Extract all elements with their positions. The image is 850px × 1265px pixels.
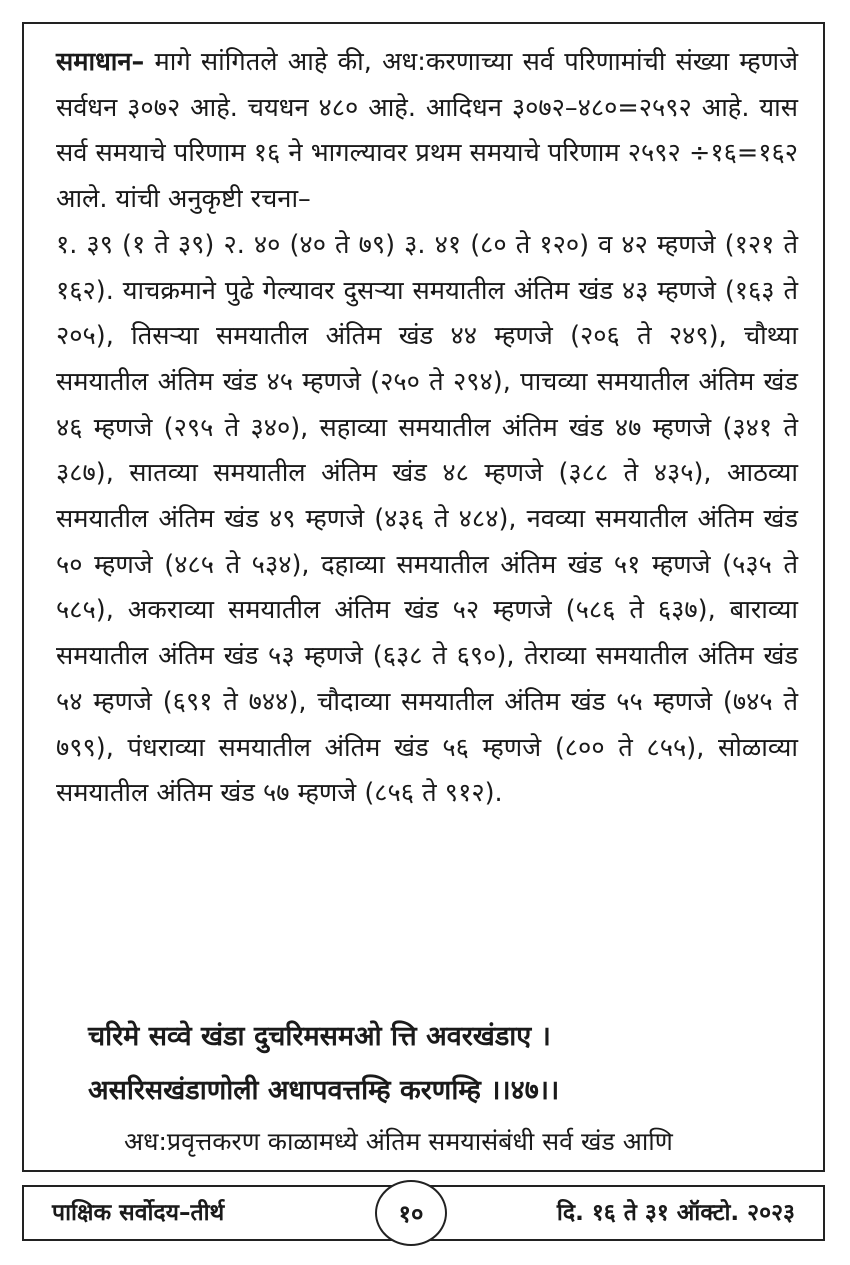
content-frame [22, 22, 825, 1172]
publication-name: पाक्षिक सर्वोदय–तीर्थ [52, 1200, 225, 1226]
solution-label: समाधान– [56, 47, 145, 77]
paragraph-sequence: १. ३९ (१ ते ३९) २. ४० (४० ते ७९) ३. ४१ (८० ते १२०) व ४२ म्हणजे (१२१ ते १६२). याचक्रमाने पुढे गेल्यावर दुसऱ्या समयातील अंतिम खंड ४३ म्हणजे (१६३ ते २०५), तिसऱ्या समयातील अंतिम खंड ४४ म्हणजे (२०६ ते २४९), चौथ्या समयातील अंतिम खंड ४५ म्हणजे (२५० ते २९४), पाचव्या समयातील अंतिम खंड ४६ म्हणजे (२९५ ते ३४०), सहाव्या समयातील अंतिम खंड ४७ म्हणजे (३४१ ते ३८७), सातव्या समयातील अंतिम खंड ४८ म्हणजे (३८८ ते ४३५), आठव्या समयातील अंतिम खंड ४९ म्हणजे (४३६ ते ४८४), नवव्या समयातील अंतिम खंड ५० म्हणजे (४८५ ते ५३४), दहाव्या समयातील अंतिम खंड ५१ म्हणजे (५३५ ते ५८५), अकराव्या समयातील अंतिम खंड ५२ म्हणजे (५८६ ते ६३७), बाराव्या समयातील अंतिम खंड ५३ म्हणजे (६३८ ते ६९०), तेराव्या समयातील अंतिम खंड ५४ म्हणजे (६९१ ते ७४४), चौदाव्या समयातील अंतिम खंड ५५ म्हणजे (७४५ ते ७९९), पंधराव्या समयातील अंतिम खंड ५६ म्हणजे (८०० ते ८५५), सोळाव्या समयातील अंतिम खंड ५७ म्हणजे (८५६ ते ९१२). [56, 229, 798, 809]
issue-date: दि. १६ ते ३१ ऑक्टो. २०२३ [556, 1200, 795, 1226]
verse-line-2: असरिसखंडाणोली अधापवत्तम्हि करणम्हि ।।४७।। [88, 1075, 560, 1106]
paragraph-solution [56, 40, 798, 223]
body-text [56, 40, 798, 817]
after-verse-text: अध:प्रवृत्तकरण काळामध्ये अंतिम समयासंबंधी सर्व खंड आणि [124, 1127, 673, 1156]
solution-text: मागे सांगितले आहे की, अध:करणाच्या सर्व परिणामांची संख्या म्हणजे सर्वधन ३०७२ आहे. चयधन ४८० आहे. आदिधन ३०७२–४८०=२५९२ आहे. यास सर्व समयाचे परिणाम १६ ने भागल्यावर प्रथम समयाचे परिणाम २५९२ ÷१६=१६२ आले. यांची अनुकृष्टी रचना– [56, 47, 798, 215]
verse-line-1: चरिमे सव्वे खंडा दुचरिमसमओ त्ति अवरखंडाए । [88, 1021, 551, 1052]
page-number: १० [375, 1180, 447, 1246]
